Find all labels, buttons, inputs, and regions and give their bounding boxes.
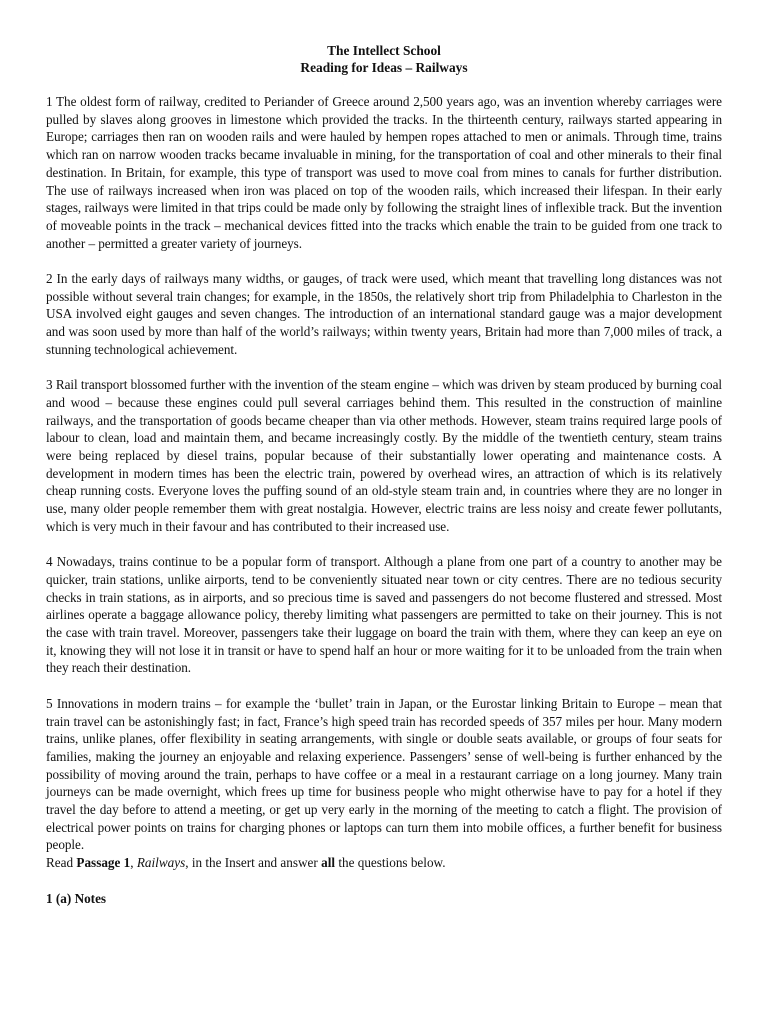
instruction-passage: Passage 1 (76, 855, 131, 871)
document-subtitle: Reading for Ideas – Railways (300, 60, 468, 75)
instruction-text-1: Read (46, 855, 77, 871)
paragraph-3: 3 Rail transport blossomed further with the invention of the steam engine – which was driven by steam produced by burning coal and wood – because these engines could pull several carriages behind them. This resulted in the construction of mainline railways, and the transportation of goods became cheaper than via other methods. However, steam trains required large pools of labour to clean, load and maintain them, and became increasingly costly. By the middle of the twentieth century, steam trains were being replaced by diesel trains, popular because of their substantially lower operating and maintenance costs. A development in modern times has been the electric train, powered by overhead wires, an attraction of which is its relatively cheap running costs. Everyone loves the puffing sound of an old-style steam train and, in countries where they are no longer in use, many older people remember them with great nostalgia. However, electric trains are less noisy and create fewer pollutants, which is very much in their favour and has contributed to their increased use. (46, 377, 722, 534)
instruction-text-4: the questions below. (335, 855, 446, 871)
paragraph-4: 4 Nowadays, trains continue to be a popular form of transport. Although a plane from one part of a country to another may be quicker, train stations, unlike airports, tend to be conveniently situated near town or city centres. There are no tedious security checks in train stations, as in airports, and so precious time is saved and passengers do not become flustered and stressed. Most airlines operate a baggage allowance policy, thereby limiting what passengers are permitted to take on their journey. This is not the case with train travel. Moreover, passengers take their luggage on board the train with them, where they can keep an eye on it, knowing they will not lose it in transit or have to spend half an hour or more waiting for it to be unloaded from the train when they reach their destination. (46, 554, 722, 676)
school-name: The Intellect School (327, 43, 441, 58)
question-label: 1 (a) Notes (46, 890, 107, 906)
instruction-line (46, 854, 722, 872)
instruction-text-2: , (130, 855, 137, 871)
instruction-title: Railways (136, 855, 186, 871)
paragraph-5: 5 Innovations in modern trains – for example the ‘bullet’ train in Japan, or the Eurostar linking Britain to Europe – mean that train travel can be astonishingly fast; in fact, France’s high speed train has recorded speeds of 357 miles per hour. Many modern trains, unlike planes, offer flexibility in seating arrangements, with single or double seats available, or groups of four seats for families, making the journey an enjoyable and relaxing experience. Passengers’ sense of well-being is further enhanced by the possibility of moving around the train, perhaps to have coffee or a meal in a restaurant carriage on a long journey. Many train journeys can be made overnight, which frees up time for business people who might otherwise have to pay for a hotel if they travel the day before to attend a meeting, or get up very early in the morning of the meeting to catch a flight. The provision of electrical power points on trains for charging phones or laptops can turn them into mobile offices, a further benefit for business people. (46, 695, 722, 853)
instruction-text-3: , in the Insert and answer (185, 855, 322, 871)
paragraph-1: 1 The oldest form of railway, credited to Periander of Greece around 2,500 years ago, was an invention whereby carriages were pulled by slaves along grooves in limestone which provided the tracks. In the thirteenth century, railways started appearing in Europe; carriages then ran on wooden rails and were hauled by hempen ropes attached to men or animals. Through time, trains which ran on narrow wooden tracks became invaluable in mining, for the transportation of coal and other minerals to their final destination. In Britain, for example, this type of transport was used to move coal from mines to canals for further distribution. The use of railways increased when iron was placed on top of the wooden rails, which increased their lifespan. In their early stages, railways were limited in that trips could be made only by following the straight lines of inflexible track. But the invention of moveable points in the track – mechanical devices fitted into the tracks which enable the train to be guided from one track to another – permitted a greater variety of journeys. (46, 94, 722, 251)
paragraph-2: 2 In the early days of railways many widths, or gauges, of track were used, which meant that travelling long distances was not possible without several train changes; for example, in the 1850s, the relatively short trip from Philadelphia to Charleston in the USA involved eight gauges and seven changes. The introduction of an international standard gauge was a major development and was soon used by more than half of the world’s railways; within twenty years, Britain had more than 7,000 miles of track, a stunning technological achievement. (46, 271, 722, 357)
instruction-all: all (321, 855, 336, 871)
